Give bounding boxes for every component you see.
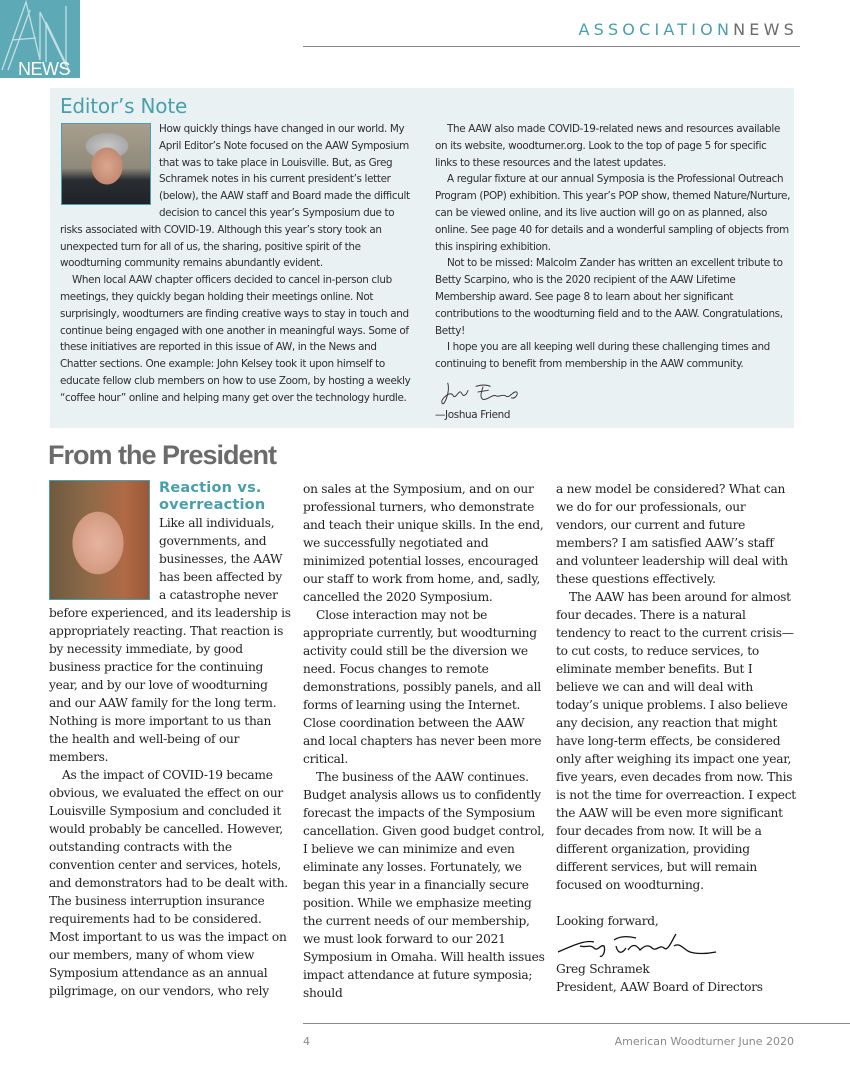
editors-note-column-left	[60, 121, 416, 407]
president-subhead: Reaction vs. overreaction	[159, 480, 266, 513]
editor-photo	[61, 123, 151, 205]
president-signer-name: Greg Schramek	[556, 962, 650, 976]
editors-note-box	[50, 88, 794, 428]
footer-divider	[303, 1023, 850, 1024]
editors-note-paragraph: I hope you are all keeping well during these challenging times and continuing to benefit from membership in the AAW community.	[435, 341, 770, 371]
president-paragraph: As the impact of COVID-19 became obvious, we evaluated the effect on our Louisville Symposium and concluded it would probably be cancelled. However, outstanding contracts with the convention center and services, hotels, and demonstrators had to be dealt with. The business interruption insurance requirements had to be considered. Most important to us was the impact on our members, many of whom view Symposium attendance as an annual pilgrimage, on our vendors, who rely	[49, 768, 288, 998]
editor-signature-icon	[435, 379, 535, 407]
editors-note-paragraph: A regular fixture at our annual Symposia is the Professional Outreach Program (POP) exhibition. This year’s POP show, themed Nature/Nurture, can be viewed online, and its live auction will go on as planned, also online. See page 40 for details and a wonderful sampling of objects from this inspiring exhibition.	[435, 173, 791, 253]
president-paragraph: on sales at the Symposium, and on our professional turners, who demonstrate and teach their unique skills. In the end, we successfully negotiated and minimized potential losses, encouraged our staff to work from home, and, sadly, cancelled the 2020 Symposium.	[303, 482, 544, 604]
editors-note-paragraph: Not to be missed: Malcolm Zander has written an excellent tribute to Betty Scarpino, who is the 2020 recipient of the AAW Lifetime Membership award. See page 8 to learn about her significant contributions to the woodturning field and to the AAW. Congratulations, Betty!	[435, 257, 783, 337]
section-header-association: ASSOCIATION	[578, 20, 734, 39]
editor-signoff: —Joshua Friend	[435, 408, 511, 421]
president-column-3	[556, 480, 798, 996]
president-section-title: From the President	[48, 440, 277, 470]
page-number: 4	[303, 1035, 310, 1048]
editors-note-title: Editor’s Note	[60, 94, 188, 118]
president-paragraph: a new model be considered? What can we do for our professionals, our vendors, our current and future members? I am satisfied AAW’s staff and volunteer leadership will deal with these questions effectively.	[556, 482, 788, 586]
section-header	[578, 20, 798, 40]
president-signature-icon	[556, 930, 736, 960]
spacer	[556, 894, 798, 912]
president-paragraph: Like all individuals, governments, and businesses, the AAW has been affected by a catastrophe never before experienced, and its leadership is appropriately reacting. That reaction is by necessity immediate, by good business practice for the continuing year, and by our love of woodturning and our AAW family for the long term. Nothing is more important to us than the health and well-being of our members.	[49, 516, 291, 764]
president-paragraph: The AAW has been around for almost four decades. There is a natural tendency to react to the current crisis—to cut costs, to reduce services, to eliminate member benefits. But I believe we can and will deal with today’s unique problems. I also believe any decision, any reaction that might have long-term effects, be considered only after weighing its impact one year, five years, even decades from now. This is not the time for overreaction. I expect the AAW will be even more significant four decades from now. It will be a different organization, providing different services, but will remain focused on woodturning.	[556, 590, 796, 892]
editors-note-paragraph: The AAW also made COVID-19-related news and resources available on its website, woodturner.org. Look to the top of page 5 for specific links to these resources and the latest updates.	[435, 123, 781, 169]
president-paragraph: Close interaction may not be appropriate currently, but woodturning activity could still be the diversion we need. Focus changes to remote demonstrations, possibly panels, and all forms of learning using the Internet. Close coordination between the AAW and local chapters has never been more critical.	[303, 608, 542, 766]
header-divider	[303, 46, 800, 47]
publication-footer: American Woodturner June 2020	[614, 1035, 794, 1048]
association-news-logo	[0, 0, 80, 78]
president-closing: Looking forward,	[556, 914, 659, 928]
logo-news-label: NEWS	[18, 59, 70, 78]
president-column-1	[49, 480, 291, 1000]
president-paragraph: The business of the AAW continues. Budget analysis allows us to confidently forecast the impacts of the Symposium cancellation. Given good budget control, I believe we can minimize and even eliminate any losses. Fortunately, we began this year in a financially secure position. While we emphasize meeting the current needs of our membership, we must look forward to our 2021 Symposium in Omaha. Will health issues impact attendance at future symposia; should	[303, 770, 545, 1000]
editors-note-column-right	[435, 121, 791, 424]
section-header-news: NEWS	[733, 20, 798, 39]
president-signer-title: President, AAW Board of Directors	[556, 980, 763, 994]
president-photo	[49, 480, 150, 600]
editors-note-paragraph: How quickly things have changed in our world. My April Editor’s Note focused on the AAW Symposium that was to take place in Louisville. But, as Greg Schramek notes in his current president’s letter (below), the AAW staff and Board made the difficult decision to cancel this year’s Symposium due to risks associated with COVID-19. Although this year’s story took an unexpected turn for all of us, the sharing, positive spirit of the woodturning community remains abundantly evident.	[60, 123, 410, 270]
president-column-2	[303, 480, 545, 1002]
editors-note-paragraph: When local AAW chapter officers decided to cancel in-person club meetings, they quickly began holding their meetings online. Not surprisingly, woodturners are finding creative ways to stay in touch and continue being engaged with one another in meaningful ways. Some of these initiatives are reported in this issue of AW, in the News and Chatter sections. One example: John Kelsey took it upon himself to educate fellow club members on how to use Zoom, by hosting a weekly “coffee hour” online and helping many get over the technology hurdle.	[60, 274, 411, 404]
